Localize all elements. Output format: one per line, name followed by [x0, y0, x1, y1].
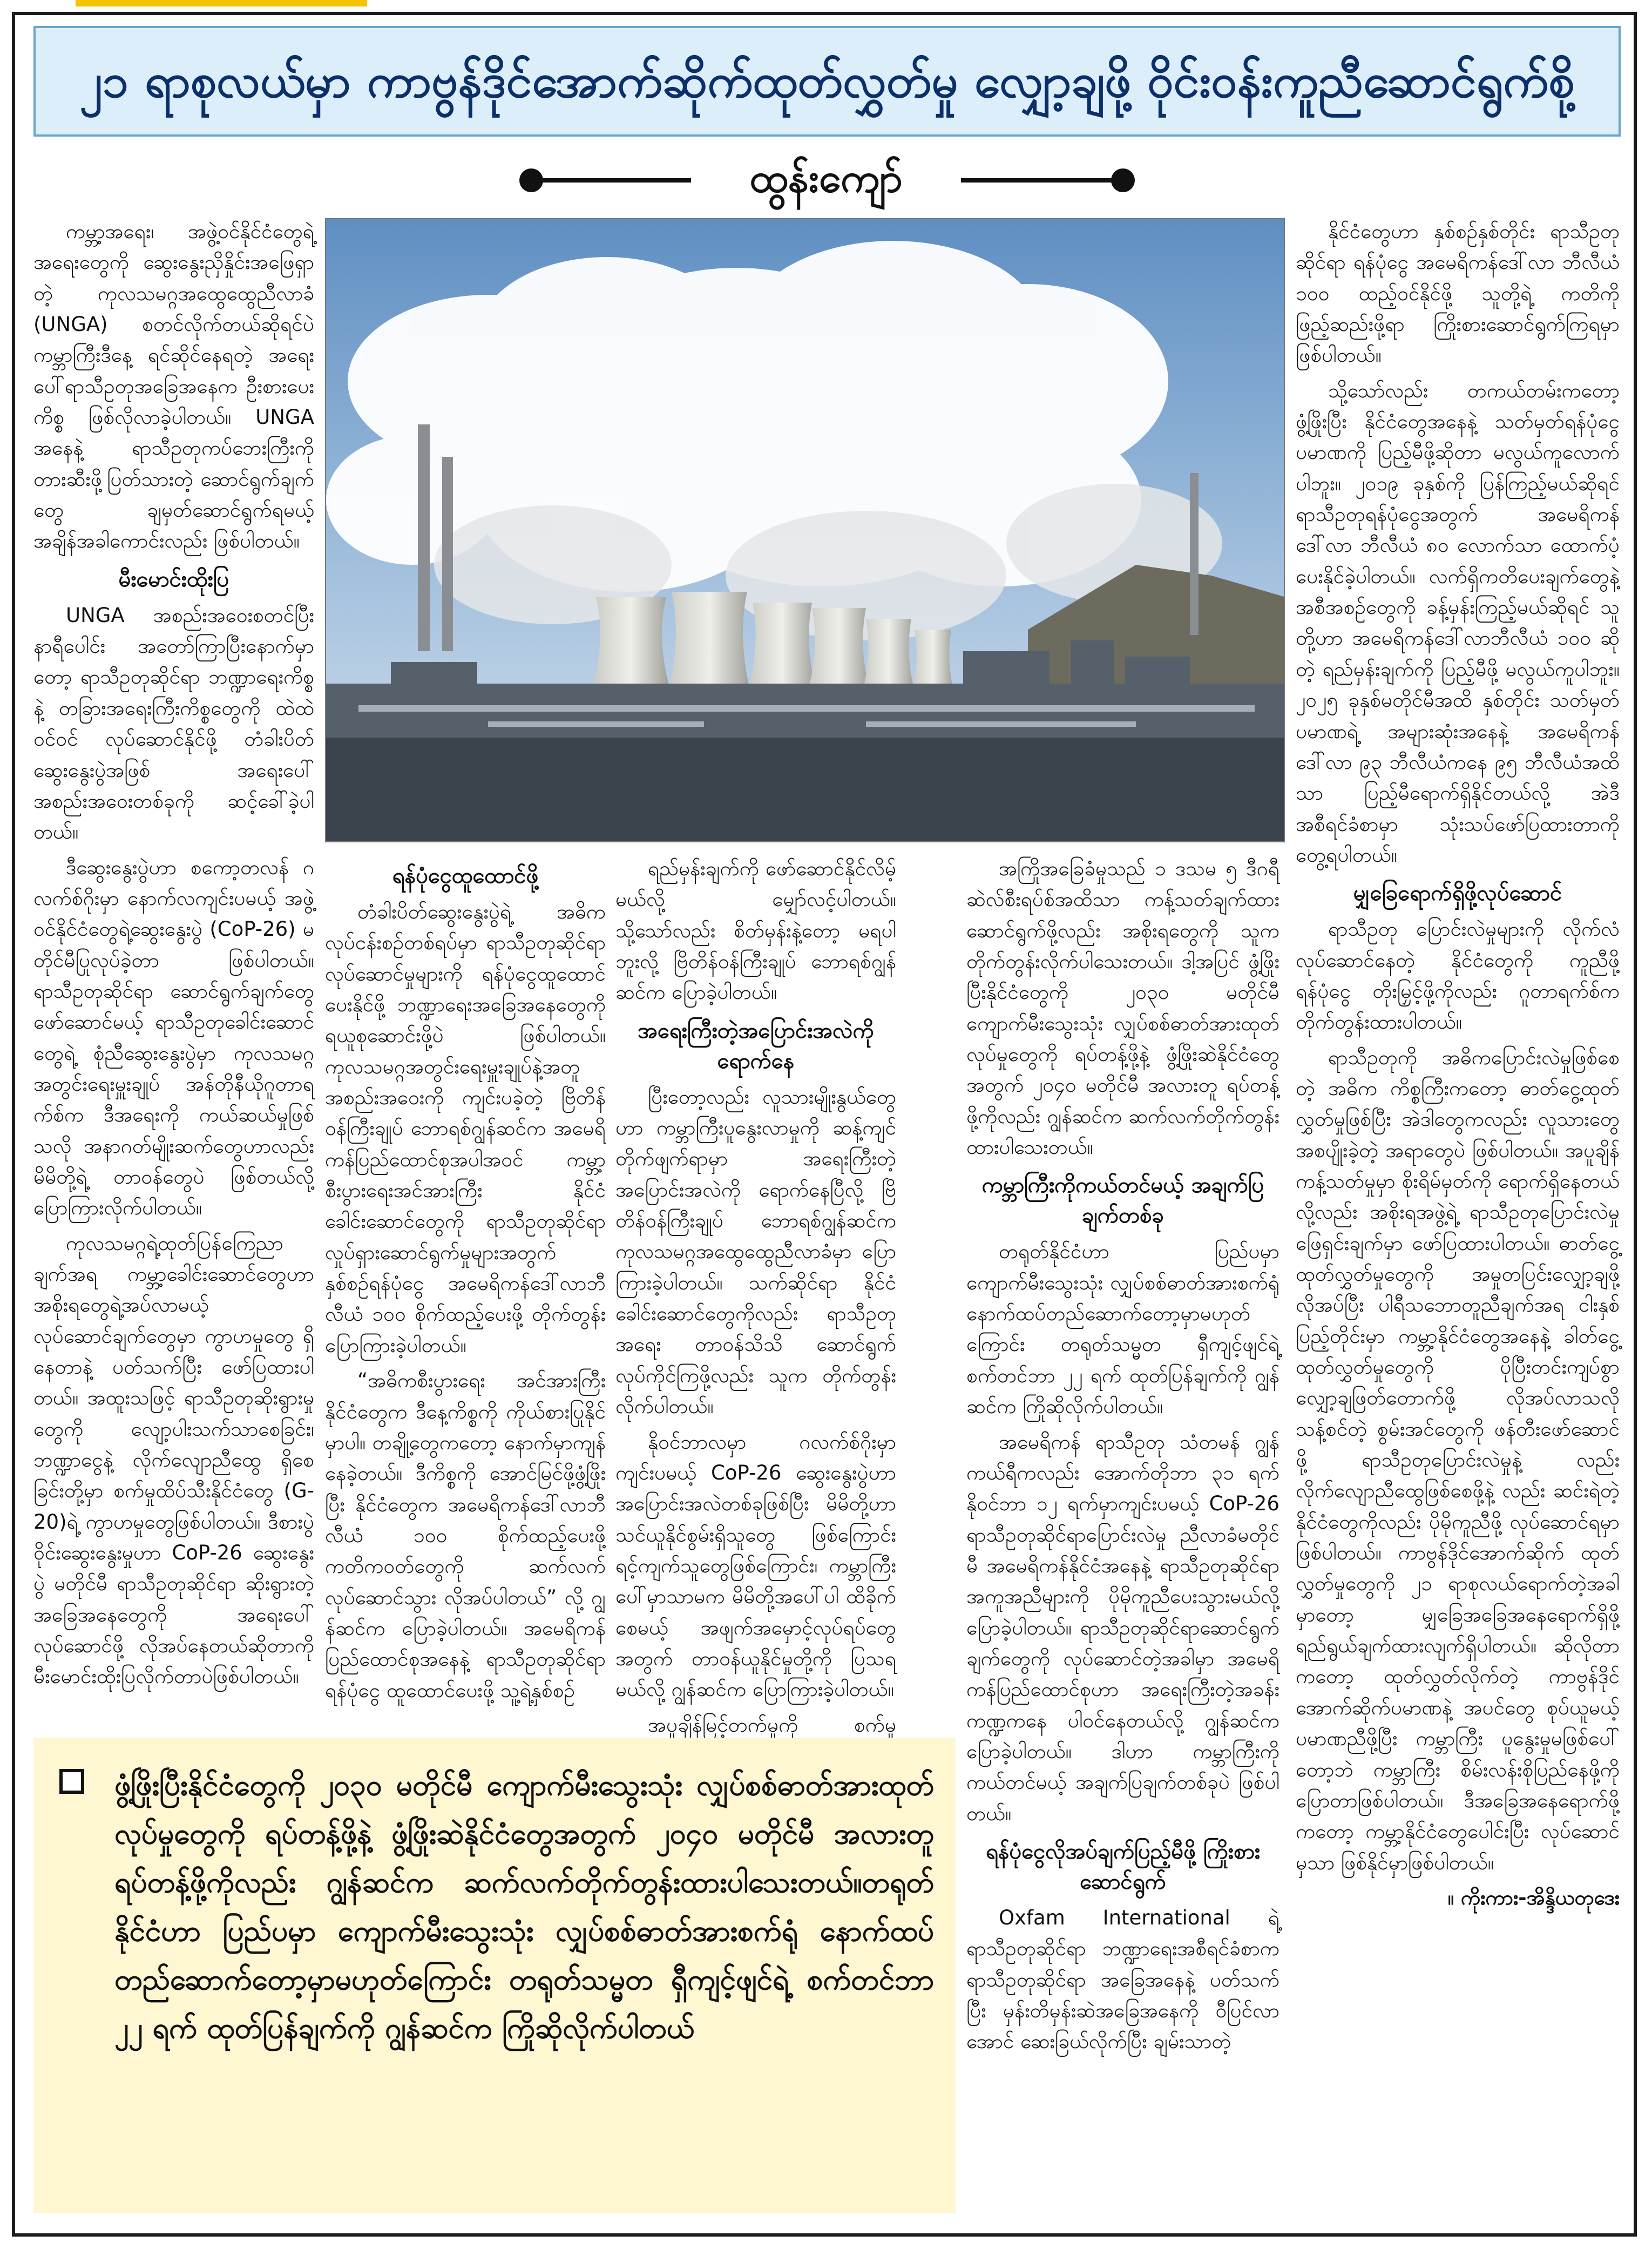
power-plant-photo	[325, 218, 1285, 842]
pull-quote-box	[33, 1738, 956, 2213]
paragraph: တံခါးပိတ်ဆွေးနွေးပွဲရဲ့ အဓိကလုပ်ငန်းစဉ်တစ်ရပ်မှာ ရာသီဥတုဆိုင်ရာ လုပ်ဆောင်မှုများကို ရန်ပုံငွေထူထောင်ပေးနိုင်ဖို့ ဘဏ္ဍာရေးအခြေအနေတွေကို ရယူစုဆောင်းဖို့ပဲ ဖြစ်ပါတယ်။ ကုလသမဂ္ဂအတွင်းရေးမှူးချုပ်နဲ့အတူ အစည်းအဝေးကို ကျင်းပခဲ့တဲ့ ဗြိတိန်ဝန်ကြီးချုပ် ဘောရစ်ဂျွန်ဆင်က အမေရိကန်ပြည်ထောင်စုအပါအဝင် ကမ္ဘာ့စီးပွားရေးအင်အားကြီး နိုင်ငံခေါင်းဆောင်တွေကို ရာသီဥတုဆိုင်ရာ လှုပ်ရှားဆောင်ရွက်မှုများအတွက် နှစ်စဉ်ရန်ပုံငွေ အမေရိကန်ဒေါ်လာဘီလီယံ ၁၀၀ စိုက်ထည့်ပေးဖို့ တိုက်တွန်းပြောကြားခဲ့ပါတယ်။	[325, 900, 606, 1357]
paragraph: UNGA အစည်းအဝေးစတင်ပြီး နာရီပေါင်း အတော်ကြာပြီးနောက်မှာတော့ ရာသီဥတုဆိုင်ရာ ဘဏ္ဍာရေးကိစ္စနဲ့ တခြားအရေးကြီးကိစ္စတွေကို ထဲထဲဝင်ဝင် လုပ်ဆောင်နိုင်ဖို့ တံခါးပိတ်ဆွေးနွေးပွဲအဖြစ် အရေးပေါ် အစည်းအဝေးတစ်ခုကို ဆင့်ခေါ်ခဲ့ပါတယ်။	[33, 603, 314, 844]
byline-rule-left	[534, 178, 691, 183]
author-name: ထွန်းကျော်	[749, 155, 903, 201]
paragraph: ကမ္ဘာ့အရေး၊ အဖွဲ့ဝင်နိုင်ငံတွေရဲ့ အရေးတွေကို ဆွေးနွေးညှိနှိုင်းအဖြေရှာတဲ့ ကုလသမဂ္ဂအထွေထွေညီလာခံ (UNGA) စတင်လိုက်တယ်ဆိုရင်ပဲ ကမ္ဘာကြီးဒီနေ့ ရင်ဆိုင်နေရတဲ့ အရေးပေါ်ရာသီဥတုအခြေအနေက ဦးစားပေးကိစ္စ ဖြစ်လိုလာခဲ့ပါတယ်။ UNGA အနေနဲ့ ရာသီဥတုကပ်ဘေးကြီးကို တားဆီးဖို့ပြတ်သားတဲ့ ဆောင်ရွက်ချက်တွေ ချမှတ်ဆောင်ရွက်ရမယ့် အချိန်အခါကောင်းလည်း ဖြစ်ပါတယ်။	[33, 220, 314, 553]
paragraph: အမေရိကန် ရာသီဥတု သံတမန် ဂျွန်ကယ်ရီကလည်း အောက်တိုဘာ ၃၁ ရက် နိုဝင်ဘာ ၁၂ ရက်မှာကျင်းပမယ့် CoP-26 ရာသီဥတုဆိုင်ရာပြောင်းလဲမှု ညီလာခံမတိုင်မီ အမေရိကန်နိုင်ငံအနေနဲ့ ရာသီဥတုဆိုင်ရာ အကူအညီများကို ပိုမိုကူညီပေးသွားမယ်လို့ ပြောခဲ့ပါတယ်။ ရာသီဥတုဆိုင်ရာဆောင်ရွက်ချက်တွေကို လုပ်ဆောင်တဲ့အခါမှာ အမေရိကန်ပြည်ထောင်စုဟာ အရေးကြီးတဲ့အခန်းကဏ္ဍကနေ ပါဝင်နေတယ်လို့ ဂျွန်ဆင်က ပြောခဲ့ပါတယ်။ ဒါဟာ ကမ္ဘာကြီးကို ကယ်တင်မယ့် အချက်ပြချက်တစ်ခုပဲ ဖြစ်ပါတယ်။	[966, 1430, 1279, 1825]
paragraph: ရာသီဥတု ပြောင်းလဲမှုများကို လိုက်လံလုပ်ဆောင်နေတဲ့ နိုင်ငံတွေကို ကူညီဖို့ ရန်ပုံငွေ တိုးမြှင့်ဖို့ကိုလည်း ဂူတာရက်စ်က တိုက်တွန်းထားပါတယ်။	[1296, 917, 1620, 1034]
subheading: အရေးကြီးတဲ့အပြောင်းအလဲကို ရောက်နေ	[638, 1018, 874, 1073]
paragraph: နိုဝင်ဘာလမှာ ဂလက်စ်ဂိုးမှာ ကျင်းပမယ့် CoP-26 ဆွေးနွေးပွဲဟာ အပြောင်းအလဲတစ်ခုဖြစ်ပြီး မိမိတို့ဟာ သင်ယူနိုင်စွမ်းရှိသူတွေ ဖြစ်ကြောင်း ရင့်ကျက်သူတွေဖြစ်ကြောင်း၊ ကမ္ဘာကြီးပေါ်မှာသာမက မိမိတို့အပေါ်ပါ ထိခိုက်စေမယ့် အဖျက်အမှောင့်လုပ်ရပ်တွေအတွက် တာဝန်ယူနိုင်မှုတို့ကို ပြသရမယ်လို့ ဂျွန်ဆင်က ပြောကြားခဲ့ပါတယ်။	[615, 1430, 896, 1701]
paragraph: တရုတ်နိုင်ငံဟာ ပြည်ပမှာ ကျောက်မီးသွေးသုံး လျှပ်စစ်ဓာတ်အားစက်ရုံ နောက်ထပ်တည်ဆောက်တော့မှာမဟုတ်ကြောင်း တရုတ်သမ္မတ ရှီကျင့်ဖျင်ရဲ့ စက်တင်ဘာ ၂၂ ရက် ထုတ်ပြန်ချက်ကို ဂျွန်ဆင်က ကြိုဆိုလိုက်ပါတယ်။	[966, 1240, 1279, 1419]
column-5	[1296, 216, 1620, 1917]
paragraph: သို့သော်လည်း တကယ်တမ်းကတော့ ဖွံ့ဖြိုးပြီး နိုင်ငံတွေအနေနဲ့ သတ်မှတ်ရန်ပုံငွေပမာဏကို ပြည့်မီဖို့ဆိုတာ မလွယ်ကူလောက်ပါဘူး။ ၂၀၁၉ ခုနှစ်ကို ပြန်ကြည့်မယ်ဆိုရင် ရာသီဥတုရန်ပုံငွေအတွက် အမေရိကန်ဒေါ်လာ ဘီလီယံ ၈၀ လောက်သာ ထောက်ပံ့ပေးနိုင်ခဲ့ပါတယ်။ လက်ရှိကတိပေးချက်တွေနဲ့ အစီအစဉ်တွေကို ခန့်မှန်းကြည့်မယ်ဆိုရင် သူတို့ဟာ အမေရိကန်ဒေါ်လာဘီလီယံ ၁၀၀ ဆိုတဲ့ ရည်မှန်းချက်ကို ပြည့်မီဖို့ မလွယ်ကူပါဘူး။ ၂၀၂၅ ခုနှစ်မတိုင်မီအထိ နှစ်တိုင်း သတ်မှတ်ပမာဏရဲ့ အများဆုံးအနေနဲ့ အမေရိကန်ဒေါ်လာ ၉၃ ဘီလီယံကနေ ၉၅ ဘီလီယံအထိသာ ပြည့်မီရောက်ရှိနိုင်တယ်လို့ အဲဒီအစီရင်ခံစာမှာ သုံးသပ်ဖော်ပြထားတာကို တွေ့ရပါတယ်။	[1296, 379, 1620, 867]
subheading: ကမ္ဘာကြီးကိုကယ်တင်မယ့် အချက်ပြချက်တစ်ခု	[981, 1173, 1264, 1228]
subheading: မီးမောင်းထိုးပြ	[118, 566, 229, 592]
headline-box	[33, 26, 1621, 137]
paragraph: နိုင်ငံတွေဟာ နှစ်စဉ်နှစ်တိုင်း ရာသီဥတုဆိုင်ရာ ရန်ပုံငွေ အမေရိကန်ဒေါ်လာ ဘီလီယံ ၁၀၀ ထည့်ဝင်နိုင်ဖို့ သူတို့ရဲ့ ကတိကို ဖြည့်ဆည်းဖို့ရာ ကြိုးစားဆောင်ရွက်ကြရမှာ ဖြစ်ပါတယ်။	[1296, 220, 1620, 367]
byline	[0, 147, 1652, 212]
byline-dot-right	[1111, 168, 1135, 192]
paragraph: အကြိုအခြေခံမှုသည် ၁ ဒသမ ၅ ဒီဂရီဆဲလ်စီးရပ်စ်အထိသာ ကန့်သတ်ချက်ထားဆောင်ရွက်ဖို့လည်း အစိုးရတွေကို သူက တိုက်တွန်းလိုက်ပါသေးတယ်။ ဒါ့အပြင် ဖွံ့ဖြိုးပြီးနိုင်ငံတွေကို ၂၀၃၀ မတိုင်မီ ကျောက်မီးသွေးသုံး လျှပ်စစ်ဓာတ်အားထုတ်လုပ်မှုတွေကို ရပ်တန့်ဖို့နဲ့ ဖွံ့ဖြိုးဆဲနိုင်ငံတွေအတွက် ၂၀၄၀ မတိုင်မီ အလားတူ ရပ်တန့်ဖို့ကိုလည်း ဂျွန်ဆင်က ဆက်လက်တိုက်တွန်းထားပါသေးတယ်။	[966, 857, 1279, 1159]
top-accent-bar	[76, 0, 367, 6]
subheading: မျှခြေရောက်ရှိဖို့လုပ်ဆောင်	[1353, 881, 1562, 906]
paragraph: Oxfam International ရဲ့ ရာသီဥတုဆိုင်ရာ ဘဏ္ဍာရေးအစီရင်ခံစာက ရာသီဥတုဆိုင်ရာ အခြေအနေနဲ့ ပတ်သက်ပြီး မှန်းတိမှန်းဆဲအခြေအနေကို ဝီပြင်လာအောင် ဆေးခြယ်လိုက်ပြီး ချမ်းသာတဲ့	[966, 1906, 1279, 2054]
column-4	[966, 853, 1279, 2062]
paragraph: အပူချိန်မြင့်တက်မှုကို စက်မှု	[648, 1713, 896, 1737]
column-2	[325, 853, 606, 1710]
byline-rule-right	[961, 178, 1118, 183]
paragraph: “အဓိကစီးပွားရေး အင်အားကြီးနိုင်ငံတွေက ဒီနေ့ကိစ္စကို ကိုယ်စားပြုနိုင်မှာပါ။ တချို့တွေကတော့ နောက်မှာကျန်နေခဲ့တယ်။ ဒီကိစ္စကို အောင်မြင်ဖို့ဖွံ့ဖြိုးပြီး နိုင်ငံတွေက အမေရိကန်ဒေါ်လာဘီလီယံ ၁၀၀ စိုက်ထည့်ပေးဖို့ ကတိကဝတ်တွေကို ဆက်လက်လုပ်ဆောင်သွား လိုအပ်ပါတယ်” လို့ ဂျွန်ဆင်က ပြောခဲ့ပါတယ်။ အမေရိကန်ပြည်ထောင်စုအနေနဲ့ ရာသီဥတုဆိုင်ရာ ရန်ပုံငွေ ထူထောင်ပေးဖို့ သူ့ရဲ့နှစ်စဉ်	[325, 1369, 606, 1702]
paragraph: ပြီးတော့လည်း လူသားမျိုးနွယ်တွေဟာ ကမ္ဘာကြီးပူနွေးလာမှုကို ဆန့်ကျင်တိုက်ဖျက်ရာမှာ အရေးကြီးတဲ့ အပြောင်းအလဲကို ရောက်နေပြီလို့ ဗြိတိန်ဝန်ကြီးချုပ် ဘောရစ်ဂျွန်ဆင်က ကုလသမဂ္ဂအထွေထွေညီလာခံမှာ ပြောကြားခဲ့ပါတယ်။ သက်ဆိုင်ရာ နိုင်ငံခေါင်းဆောင်တွေကိုလည်း ရာသီဥတုအရေး တာဝန်သိသိ ဆောင်ရွက်လုပ်ကိုင်ကြဖို့လည်း သူက တိုက်တွန်းလိုက်ပါတယ်။	[615, 1085, 896, 1419]
subheading: ရန်ပုံငွေထူထောင်ဖို့	[392, 863, 539, 888]
paragraph: ကုလသမဂ္ဂရဲ့ထုတ်ပြန်ကြေညာချက်အရ ကမ္ဘာ့ခေါင်းဆောင်တွေဟာ အစိုးရတွေရဲ့အပ်လာမယ့် လုပ်ဆောင်ချက်တွေမှာ ကွာဟမှုတွေ ရှိနေတာနဲ့ ပတ်သက်ပြီး ဖော်ပြထားပါတယ်။ အထူးသဖြင့် ရာသီဥတုဆိုးရွားမှုတွေကို လျော့ပါးသက်သာစေခြင်း၊ ဘဏ္ဍာငွေနဲ့ လိုက်လျောညီထွေ ရှိစေခြင်းတို့မှာ စက်မှုထိပ်သီးနိုင်ငံတွေ (G-20)ရဲ့ ကွာဟမှုတွေဖြစ်ပါတယ်။ ဒီစားပွဲဝိုင်းဆွေးနွေးမှုဟာ CoP-26 ဆွေးနွေးပွဲ မတိုင်မီ ရာသီဥတုဆိုင်ရာ ဆိုးရွားတဲ့ အခြေအနေတွေကို အရေးပေါ်လုပ်ဆောင်ဖို့ လိုအပ်နေတယ်ဆိုတာကို မီးမောင်းထိုးပြလိုက်တာပဲဖြစ်ပါတယ်။	[33, 1231, 314, 1689]
column-1	[33, 216, 314, 1697]
headline: ၂၁ ရာစုလယ်မှာ ကာဗွန်ဒိုင်အောက်ဆိုက်ထုတ်လွှတ်မှု လျှော့ချဖို့ ဝိုင်းဝန်းကူညီဆောင်ရွက်စို့	[79, 53, 1575, 108]
source-attribution	[1296, 1882, 1620, 1913]
paragraph: ရာသီဥတုကို အဓိကပြောင်းလဲမှုဖြစ်စေတဲ့ အဓိက ကိစ္စကြီးကတော့ ဓာတ်ငွေ့ထုတ်လွှတ်မှုဖြစ်ပြီး အဲဒါတွေကလည်း လူသားတွေအစပျိုးခဲ့တဲ့ အရာတွေပဲ ဖြစ်ပါတယ်။ အပူချိန်ကန့်သတ်မှုမှာ စိုးရိမ်မှတ်ကို ရောက်ရှိနေတယ်လို့လည်း အစိုးရအဖွဲ့ရဲ့ ရာသီဥတုပြောင်းလဲမှုဖြေရှင်းချက်မှာ ဖော်ပြထားပါတယ်။ ဓာတ်ငွေ့ထုတ်လွှတ်မှုတွေကို အမှုတပြင်းလျှော့ချဖို့လိုအပ်ပြီး ပါရီသဘောတူညီချက်အရ ငါးနှစ်ပြည့်တိုင်းမှာ ကမ္ဘာ့နိုင်ငံတွေအနေနဲ့ ခါတ်ငွေ့ထုတ်လွှတ်မှုတွေကို ပိုပြီးတင်းကျပ်စွာ လျှော့ချဖြတ်တောက်ဖို့ လိုအပ်လာသလို သန့်စင်တဲ့ စွမ်းအင်တွေကို ဖန်တီးဖော်ဆောင်ဖို့ ရာသီဥတုပြောင်းလဲမှုနဲ့ လည်း လိုက်လျောညီထွေဖြစ်စေဖို့နဲ့ လည်း ဆင်းရဲတဲ့ နိုင်ငံတွေကိုလည်း ပိုမိုကူညီဖို့ လုပ်ဆောင်ရမှာ ဖြစ်ပါတယ်။ ကာဗွန်ဒိုင်အောက်ဆိုက် ထုတ်လွှတ်မှုတွေကို ၂၁ ရာစုလယ်ရောက်တဲ့အခါမှာတော့ မျှခြေအခြေအနေရောက်ရှိဖို့ ရည်ရွယ်ချက်ထားလျက်ရှိပါတယ်။ ဆိုလိုတာကတော့ ထုတ်လွှတ်လိုက်တဲ့ ကာဗွန်ဒိုင်အောက်ဆိုက်ပမာဏနဲ့ အပင်တွေ စုပ်ယူမယ့်ပမာဏညီဖို့ပြီး ကမ္ဘာကြီး ပူနွေးမှုမဖြစ်ပေါ်တော့ဘဲ ကမ္ဘာကြီး စိမ်းလန်းစိုပြည်နေဖို့ကို ပြောတာဖြစ်ပါတယ်။ ဒီအခြေအနေရောက်ဖို့ကတော့ ကမ္ဘာ့နိုင်ငံတွေပေါင်းပြီး လုပ်ဆောင်မှသာ ဖြစ်နိုင်မှာဖြစ်ပါတယ်။	[1296, 1045, 1620, 1874]
paragraph: ရည်မှန်းချက်ကို ဖော်ဆောင်နိုင်လိမ့်မယ်လို့ မျှော်လင့်ပါတယ်။ သို့သော်လည်း စိတ်မှန်းနဲ့တော့ မရပါဘူးလို့ ဗြိတိန်ဝန်ကြီးချုပ် ဘောရစ်ဂျွန်ဆင်က ပြောခဲ့ပါတယ်။	[615, 857, 896, 1004]
column-3	[615, 853, 896, 1775]
pull-quote-text: ဖွံ့ဖြိုးပြီးနိုင်ငံတွေကို ၂၀၃၀ မတိုင်မီ ကျောက်မီးသွေးသုံး လျှပ်စစ်ဓာတ်အားထုတ်လုပ်မှုတွေကို ရပ်တန့်ဖို့နဲ့ ဖွံ့ဖြိုးဆဲနိုင်ငံတွေအတွက် ၂၀၄၀ မတိုင်မီ အလားတူ ရပ်တန့်ဖို့ကိုလည်း ဂျွန်ဆင်က ဆက်လက်တိုက်တွန်းထားပါသေးတယ်။တရုတ်နိုင်ငံဟာ ပြည်ပမှာ ကျောက်မီးသွေးသုံး လျှပ်စစ်ဓာတ်အားစက်ရုံ နောက်ထပ်တည်ဆောက်တော့မှာမဟုတ်ကြောင်း တရုတ်သမ္မတ ရှီကျင့်ဖျင်ရဲ့ စက်တင်ဘာ ၂၂ ရက် ထုတ်ပြန်ချက်ကို ဂျွန်ဆင်က ကြိုဆိုလိုက်ပါတယ်	[114, 1769, 934, 2045]
signature: ။ ကိုးကား-အိန္ဒိယတုဒေး	[1447, 1886, 1620, 1909]
power-plant-illustration	[326, 219, 1285, 842]
paragraph: ဒီဆွေးနွေးပွဲဟာ စကော့တလန် ဂလက်စ်ဂိုးမှာ နောက်လကျင်းပမယ့် အဖွဲ့ဝင်နိုင်ငံတွေရဲ့ဆွေးနွေးပွဲ (CoP-26) မတိုင်မီပြုလုပ်ခဲ့တာ ဖြစ်ပါတယ်။ ရာသီဥတုဆိုင်ရာ ဆောင်ရွက်ချက်တွေ ဖော်ဆောင်မယ့် ရာသီဥတုခေါင်းဆောင်တွေရဲ့ စုံညီဆွေးနွေးပွဲမှာ ကုလသမဂ္ဂအတွင်းရေးမှူးချုပ် အန်တိုနီယိုဂူတာရက်စ်က ဒီအရေးကို ကယ်ဆယ်မှုဖြစ်သလို အနာဂတ်မျိုးဆက်တွေဟာလည်း မိမိတို့ရဲ့ တာဝန်တွေပဲ ဖြစ်တယ်လို့ ပြောကြားလိုက်ပါတယ်။	[33, 855, 314, 1220]
subheading: ရန်ပုံငွေလိုအပ်ချက်ပြည့်မီဖို့ ကြိုးစားဆောင်ရွက်	[985, 1839, 1261, 1894]
checkbox-bullet-icon	[59, 1769, 84, 1794]
